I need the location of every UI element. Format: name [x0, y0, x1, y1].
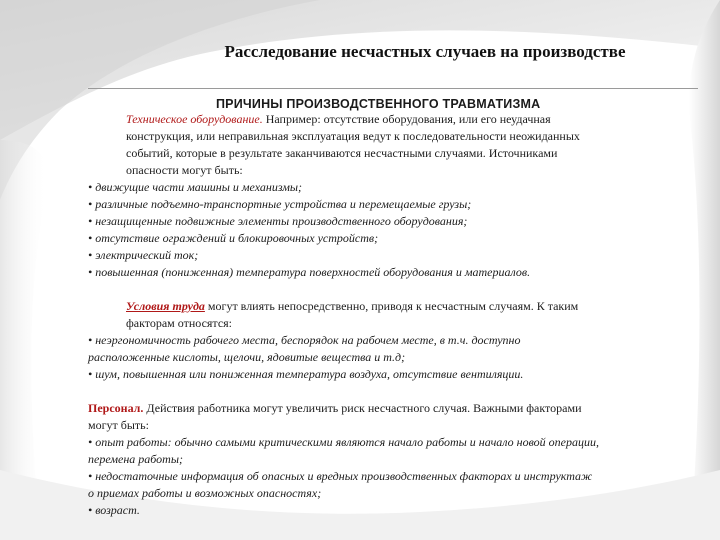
section2-paragraph [88, 298, 698, 315]
section3-line: могут быть: [88, 418, 149, 432]
section1-bullet: • незащищенные подвижные элементы производственного оборудования; [88, 214, 468, 228]
section3-bullet: о приемах работы и возможных опасностях; [88, 486, 322, 500]
section3-heading: Персонал. [88, 401, 144, 415]
section2-bullet: • шум, повышенная или пониженная температура воздуха, отсутствие вентиляции. [88, 367, 524, 381]
section3-bullet: • опыт работы: обычно самыми критическими являются начало работы и начало новой операции, [88, 435, 599, 449]
title-divider [88, 88, 698, 89]
section1-bullet: • движущие части машины и механизмы; [88, 180, 302, 194]
section2-heading: Условия труда [126, 299, 205, 313]
section1-bullet: • повышенная (пониженная) температура поверхностей оборудования и материалов. [88, 265, 531, 279]
section2-bullet: • неэргономичность рабочего места, беспорядок на рабочем месте, в т.ч. доступно [88, 333, 521, 347]
section2-line: факторам относятся: [126, 316, 233, 330]
section1-bullet: • электрический ток; [88, 248, 199, 262]
section-subtitle: ПРИЧИНЫ ПРОИЗВОДСТВЕННОГО ТРАВМАТИЗМА [216, 97, 541, 111]
section1-line: Например: отсутствие оборудования, или его неудачная [262, 112, 551, 126]
content-body [88, 111, 698, 519]
section3-bullet: • возраст. [88, 503, 140, 517]
section1-paragraph [88, 111, 698, 128]
section2-bullet: расположенные кислоты, щелочи, ядовитые вещества и т.д; [88, 350, 406, 364]
section3-bullet: перемена работы; [88, 452, 183, 466]
page-title: Расследование несчастных случаев на производстве [224, 42, 626, 61]
section1-line: событий, которые в результате заканчиваются несчастными случаями. Источниками [126, 146, 558, 160]
section3-bullet: • недостаточные информация об опасных и вредных производственных факторах и инструктаж [88, 469, 593, 483]
section1-bullet: • различные подъемно-транспортные устройства и перемещаемые грузы; [88, 197, 472, 211]
section1-line: конструкция, или неправильная эксплуатация ведут к последовательности неожиданных [126, 129, 580, 143]
section1-bullet: • отсутствие ограждений и блокировочных устройств; [88, 231, 379, 245]
section2-line: могут влиять непосредственно, приводя к несчастным случаям. К таким [204, 299, 579, 313]
section3-line: Действия работника могут увеличить риск несчастного случая. Важными факторами [143, 401, 582, 415]
section1-heading: Техническое оборудование. [126, 112, 263, 126]
section1-line: опасности могут быть: [126, 163, 243, 177]
section3-paragraph [88, 400, 698, 417]
